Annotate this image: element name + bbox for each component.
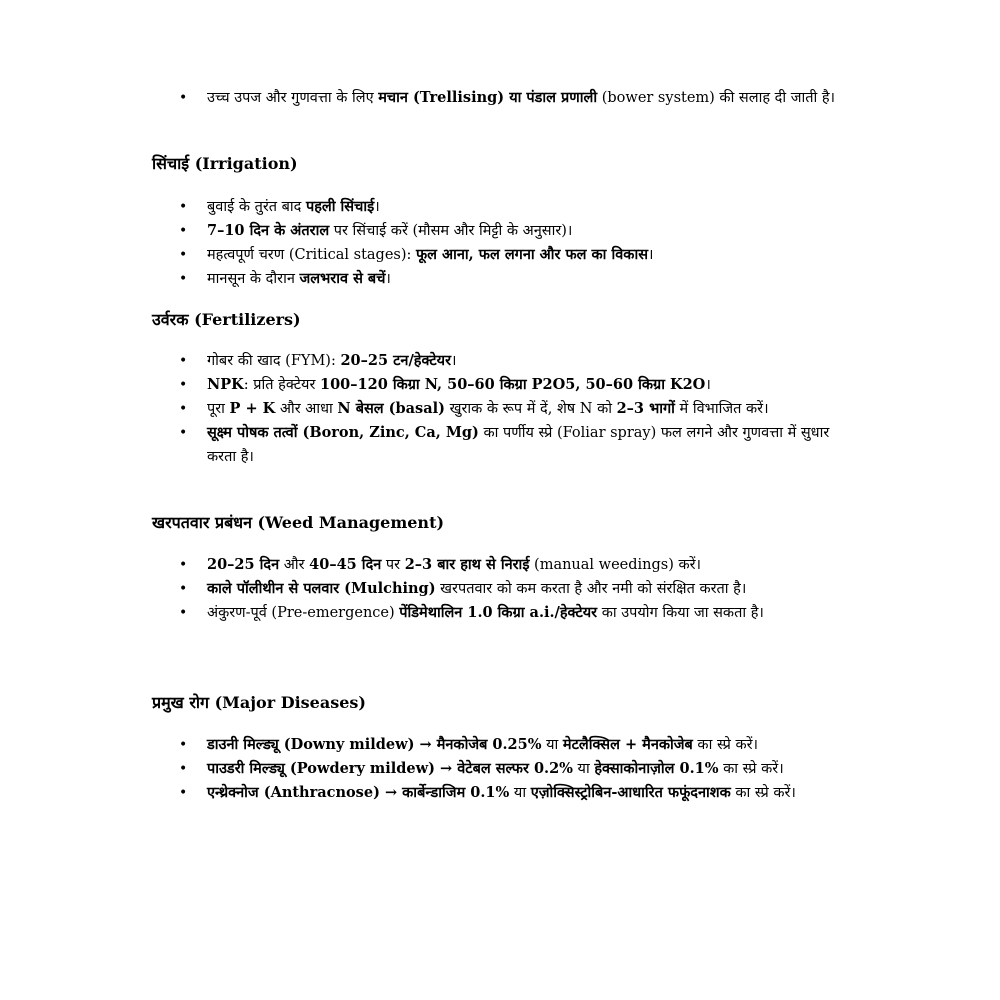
text-run: मानसून के दौरान — [207, 271, 300, 287]
text-run: बुवाई के तुरंत बाद — [207, 199, 306, 215]
text-run: का स्प्रे करें। — [730, 785, 796, 801]
list-item — [0, 195, 1000, 219]
list-item — [0, 733, 1000, 757]
bullet-icon: • — [179, 353, 188, 369]
bold-text-run: पेंडिमेथालिन 1.0 किग्रा a.i./हेक्टेयर — [399, 604, 598, 621]
text-run: उच्च उपज और गुणवत्ता के लिए — [207, 90, 379, 106]
bold-text-run: 20–25 दिन — [207, 556, 280, 573]
bullet-list-intro — [0, 86, 1000, 110]
list-item — [0, 397, 1000, 421]
text-run: का पर्णीय स्प्रे (Foliar spray) फल लगने और गुणवत्ता में सुधार करता है। — [207, 425, 830, 465]
text-run: पर सिंचाई करें (मौसम और मिट्टी के अनुसार)। — [329, 223, 573, 239]
list-item — [0, 86, 1000, 110]
list-item — [0, 421, 1000, 469]
text-run: (bower system) की सलाह दी जाती है। — [597, 90, 836, 106]
bullet-list-irrigation — [0, 195, 1000, 291]
text-run: पर — [381, 557, 405, 573]
bullet-icon: • — [179, 199, 188, 215]
text-run: । — [451, 353, 457, 369]
bold-text-run: हेक्साकोनाज़ोल 0.1% — [594, 760, 719, 777]
text-run: अंकुरण-पूर्व (Pre-emergence) — [207, 605, 400, 621]
bold-text-run: जलभराव से बचें — [299, 270, 386, 287]
bold-text-run: N बेसल (basal) — [337, 400, 445, 417]
bullet-icon: • — [179, 271, 188, 287]
bold-text-run: 2–3 भागों — [616, 400, 675, 417]
text-run: का उपयोग किया जा सकता है। — [597, 605, 764, 621]
bold-text-run: 20–25 टन/हेक्टेयर — [340, 352, 452, 369]
bold-text-run: पहली सिंचाई — [305, 198, 375, 215]
text-run: में विभाजित करें। — [674, 401, 769, 417]
bullet-icon: • — [179, 90, 188, 106]
bold-text-run: सूक्ष्म पोषक तत्वों (Boron, Zinc, Ca, Mg) — [207, 424, 479, 441]
bullet-icon: • — [179, 247, 188, 263]
bullet-icon: • — [179, 425, 188, 441]
section-heading: प्रमुख रोग (Major Diseases) — [152, 693, 366, 712]
bullet-list-weed-management — [0, 553, 1000, 625]
text-run: । — [705, 377, 711, 393]
text-run: का स्प्रे करें। — [718, 761, 784, 777]
section-heading: उर्वरक (Fertilizers) — [152, 310, 301, 329]
text-run: । — [385, 271, 391, 287]
bullet-icon: • — [179, 737, 188, 753]
list-item-text — [207, 553, 847, 577]
bullet-list-fertilizers — [0, 349, 1000, 469]
text-run: खुराक के रूप में दें, शेष N को — [444, 401, 617, 417]
bullet-icon: • — [179, 605, 188, 621]
bold-text-run: मेटलैक्सिल + मैनकोजेब — [562, 736, 693, 753]
bullet-icon: • — [179, 785, 188, 801]
list-item — [0, 219, 1000, 243]
list-item — [0, 601, 1000, 625]
bold-text-run: 7–10 दिन के अंतराल — [207, 222, 330, 239]
bold-text-run: एन्थ्रेक्नोज (Anthracnose) → कार्बेन्डाजिम 0.1% — [207, 784, 510, 801]
list-item-text — [207, 267, 847, 291]
bullet-list-major-diseases — [0, 733, 1000, 805]
bold-text-run: एज़ोक्सिस्ट्रोबिन-आधारित फफूंदनाशक — [530, 784, 731, 801]
bullet-icon: • — [179, 223, 188, 239]
list-item — [0, 349, 1000, 373]
bold-text-run: 100–120 किग्रा N, 50–60 किग्रा P2O5, 50–60 किग्रा K2O — [320, 376, 706, 393]
text-run: : प्रति हेक्टेयर — [243, 377, 320, 393]
list-item — [0, 373, 1000, 397]
bold-text-run: 40–45 दिन — [309, 556, 382, 573]
text-run: या — [509, 785, 531, 801]
text-run: और आधा — [275, 401, 338, 417]
bold-text-run: P + K — [229, 400, 276, 417]
bold-text-run: NPK — [207, 376, 244, 393]
bullet-icon: • — [179, 557, 188, 573]
list-item-text — [207, 577, 847, 601]
list-item — [0, 757, 1000, 781]
list-item-text — [207, 781, 847, 805]
list-item-text — [207, 373, 847, 397]
bold-text-run: 2–3 बार हाथ से निराई — [404, 556, 530, 573]
text-run: और — [279, 557, 310, 573]
list-item-text — [207, 733, 847, 757]
list-item — [0, 577, 1000, 601]
bullet-icon: • — [179, 581, 188, 597]
list-item-text — [207, 421, 847, 469]
text-run: या — [541, 737, 563, 753]
list-item — [0, 267, 1000, 291]
section-heading: सिंचाई (Irrigation) — [152, 154, 298, 173]
text-run: । — [374, 199, 380, 215]
bold-text-run: फूल आना, फल लगना और फल का विकास — [416, 246, 649, 263]
section-heading: खरपतवार प्रबंधन (Weed Management) — [152, 513, 445, 532]
list-item — [0, 553, 1000, 577]
bullet-icon: • — [179, 377, 188, 393]
bold-text-run: मचान (Trellising) या पंडाल प्रणाली — [378, 89, 598, 106]
text-run: या — [572, 761, 595, 777]
list-item-text — [207, 397, 847, 421]
text-run: (manual weedings) करें। — [529, 557, 702, 573]
list-item — [0, 243, 1000, 267]
text-run: गोबर की खाद (FYM): — [207, 353, 341, 369]
list-item-text — [207, 219, 847, 243]
bold-text-run: पाउडरी मिल्ड्यू (Powdery mildew) → वेटेबल सल्फर 0.2% — [207, 760, 573, 777]
bold-text-run: डाउनी मिल्ड्यू (Downy mildew) → मैनकोजेब 0.25% — [207, 736, 542, 753]
bullet-icon: • — [179, 401, 188, 417]
text-run: खरपतवार को कम करता है और नमी को संरक्षित करता है। — [435, 581, 747, 597]
list-item-text — [207, 195, 847, 219]
bold-text-run: काले पॉलीथीन से पलवार (Mulching) — [207, 580, 436, 597]
list-item-text — [207, 349, 847, 373]
list-item-text — [207, 601, 847, 625]
list-item-text — [207, 86, 847, 110]
text-run: पूरा — [207, 401, 230, 417]
bullet-icon: • — [179, 761, 188, 777]
text-run: का स्प्रे करें। — [692, 737, 758, 753]
list-item-text — [207, 243, 847, 267]
text-run: । — [648, 247, 654, 263]
text-run: महत्वपूर्ण चरण (Critical stages): — [207, 247, 416, 263]
list-item — [0, 781, 1000, 805]
list-item-text — [207, 757, 847, 781]
